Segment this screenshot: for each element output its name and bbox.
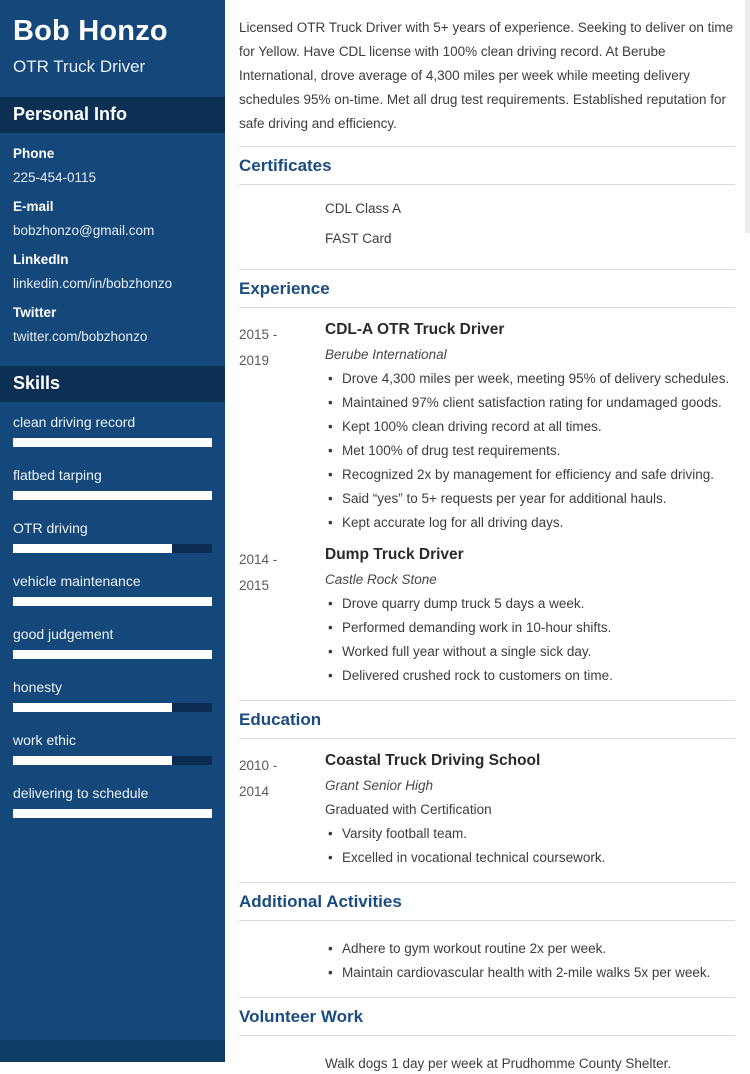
- bullet-item: • Performed demanding work in 10-hour shifts.: [325, 616, 735, 640]
- entry-details: [325, 751, 735, 870]
- entry-date-end: 2015: [239, 578, 270, 593]
- entry-title: Dump Truck Driver: [325, 546, 464, 563]
- section-heading: Additional Activities: [239, 883, 735, 921]
- skill-bar-fill: [13, 544, 172, 553]
- bullet-item: • Kept accurate log for all driving days.: [325, 511, 735, 535]
- bullet-item: • Met 100% of drug test requirements.: [325, 439, 735, 463]
- contact-value: linkedin.com/in/bobzhonzo: [13, 276, 173, 291]
- page-edge-shadow: [745, 0, 750, 233]
- section: [239, 997, 735, 1074]
- section-heading: Education: [239, 701, 735, 739]
- entry: [239, 320, 735, 535]
- skill-bar-fill: [13, 438, 212, 447]
- certificate-item: FAST Card: [325, 231, 392, 246]
- bullet-item: • Worked full year without a single sick day.: [325, 640, 735, 664]
- entry-date-end: 2019: [239, 353, 270, 368]
- skill-bar-fill: [13, 650, 212, 659]
- contact-value: twitter.com/bobzhonzo: [13, 329, 148, 344]
- section-heading: Experience: [239, 270, 735, 308]
- skill-bar: [13, 597, 212, 606]
- skill-bar-fill: [13, 703, 172, 712]
- skill-item: [0, 626, 225, 667]
- contact-item: [0, 146, 225, 186]
- candidate-name: Bob Honzo: [13, 15, 168, 47]
- contact-item: [0, 252, 225, 292]
- skill-label: OTR driving: [13, 520, 88, 536]
- bullet-item: • Drove 4,300 miles per week, meeting 95% of delivery schedules.: [325, 367, 735, 391]
- entry-dates: [239, 545, 325, 688]
- skill-label: honesty: [13, 679, 63, 695]
- section: [239, 700, 735, 872]
- skill-item: [0, 414, 225, 455]
- sections-container: [239, 146, 735, 1074]
- skill-bar-fill: [13, 756, 172, 765]
- entry-date-end: 2014: [239, 784, 270, 799]
- section-body: [239, 1036, 735, 1074]
- contact-value: 225-454-0115: [13, 170, 97, 185]
- entry-company: Grant Senior High: [325, 778, 434, 793]
- entry-date-start: 2014 -: [239, 552, 278, 567]
- personal-info-heading: Personal Info: [0, 97, 225, 133]
- skill-bar: [13, 650, 212, 659]
- bullet-item: • Varsity football team.: [325, 822, 735, 846]
- section-body: [239, 308, 735, 690]
- skill-item: [0, 467, 225, 508]
- contact-label: Phone: [13, 146, 55, 161]
- skill-label: flatbed tarping: [13, 467, 102, 483]
- bullet-item: • Maintain cardiovascular health with 2-mile walks 5x per week.: [325, 961, 735, 985]
- sidebar-footer-band: [0, 1040, 225, 1062]
- skill-item: [0, 785, 225, 826]
- entry-description: Graduated with Certification: [325, 802, 492, 817]
- entry-details: [325, 1048, 735, 1072]
- skill-item: [0, 679, 225, 720]
- skill-label: clean driving record: [13, 414, 136, 430]
- section-heading: Certificates: [239, 147, 735, 185]
- skill-label: vehicle maintenance: [13, 573, 141, 589]
- skill-label: work ethic: [13, 732, 77, 748]
- bullet-list: [325, 367, 735, 535]
- entry: [239, 933, 735, 985]
- skill-bar: [13, 544, 212, 553]
- contact-label: LinkedIn: [13, 252, 69, 267]
- section-body: [239, 185, 735, 259]
- entry: [239, 545, 735, 688]
- entry-company: Berube International: [325, 347, 447, 362]
- bullet-item: • Drove quarry dump truck 5 days a week.: [325, 592, 735, 616]
- contact-label: Twitter: [13, 305, 57, 320]
- contact-item: [0, 305, 225, 345]
- entry-company: Castle Rock Stone: [325, 572, 437, 587]
- skill-bar: [13, 756, 212, 765]
- bullet-item: • Said “yes” to 5+ requests per year for additional hauls.: [325, 487, 735, 511]
- skill-list: [0, 414, 225, 826]
- section-body: [239, 921, 735, 987]
- entry-title: Coastal Truck Driving School: [325, 752, 541, 769]
- skills-heading: Skills: [0, 366, 225, 402]
- section-body: [239, 739, 735, 872]
- entry-dates: [239, 1048, 325, 1072]
- entry-date-start: 2010 -: [239, 758, 278, 773]
- bullet-item: • Adhere to gym workout routine 2x per week.: [325, 937, 735, 961]
- section: [239, 269, 735, 690]
- contact-value: bobzhonzo@gmail.com: [13, 223, 155, 238]
- bullet-item: • Maintained 97% client satisfaction rating for undamaged goods.: [325, 391, 735, 415]
- entry-title: CDL-A OTR Truck Driver: [325, 321, 505, 338]
- summary-text: Licensed OTR Truck Driver with 5+ years of experience. Seeking to deliver on time for Yellow. Have CDL license with 100% clean driving record. At Berube International, drove average of 4,300 miles per week while meeting delivery schedules 95% on-time. Met all drug test requirements. Established reputation for safe driving and efficiency.: [239, 20, 734, 131]
- entry: [239, 1048, 735, 1072]
- certificate-item: CDL Class A: [325, 201, 402, 216]
- skill-item: [0, 732, 225, 773]
- sidebar: [0, 0, 225, 1062]
- entry-dates: [239, 933, 325, 985]
- contact-list: [0, 146, 225, 345]
- bullet-list: [325, 592, 735, 688]
- skill-bar: [13, 809, 212, 818]
- entry-details: [325, 545, 735, 688]
- section: [239, 146, 735, 259]
- contact-label: E-mail: [13, 199, 54, 214]
- section-heading: Volunteer Work: [239, 998, 735, 1036]
- skill-bar: [13, 703, 212, 712]
- skill-item: [0, 573, 225, 614]
- bullet-item: • Delivered crushed rock to customers on time.: [325, 664, 735, 688]
- bullet-item: • Kept 100% clean driving record at all times.: [325, 415, 735, 439]
- skill-bar-fill: [13, 491, 212, 500]
- skill-item: [0, 520, 225, 561]
- skill-label: delivering to schedule: [13, 785, 149, 801]
- entry-description: Walk dogs 1 day per week at Prudhomme County Shelter.: [325, 1056, 672, 1071]
- entry-details: [325, 933, 735, 985]
- bullet-item: • Excelled in vocational technical coursework.: [325, 846, 735, 870]
- entry-dates: [239, 320, 325, 535]
- candidate-job-title: OTR Truck Driver: [13, 57, 146, 76]
- entry: [239, 751, 735, 870]
- section: [239, 882, 735, 987]
- bullet-list: [325, 822, 735, 870]
- entry-dates: [239, 751, 325, 870]
- skill-bar: [13, 438, 212, 447]
- bullet-item: • Recognized 2x by management for efficiency and safe driving.: [325, 463, 735, 487]
- main-content: [225, 0, 750, 1071]
- skill-bar-fill: [13, 597, 212, 606]
- entry-date-start: 2015 -: [239, 327, 278, 342]
- skill-bar: [13, 491, 212, 500]
- contact-item: [0, 199, 225, 239]
- entry-details: [325, 320, 735, 535]
- skill-bar-fill: [13, 809, 212, 818]
- skill-label: good judgement: [13, 626, 114, 642]
- bullet-list: [325, 937, 735, 985]
